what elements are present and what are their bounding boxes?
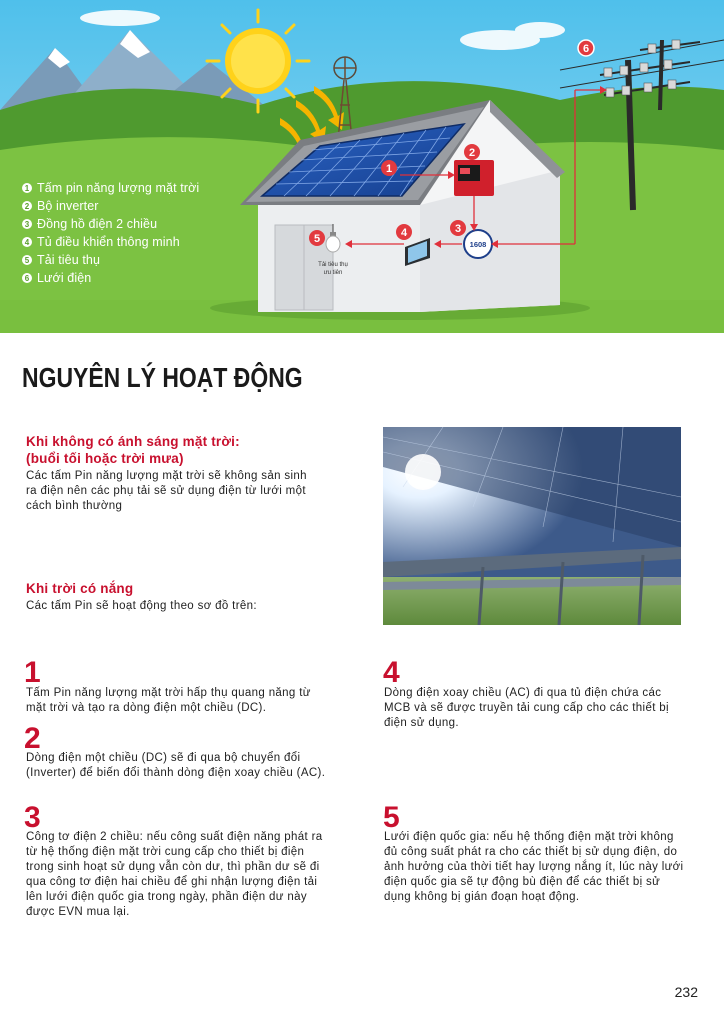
page-number: 232 [674,984,698,1000]
legend-label: Tải tiêu thụ [37,253,101,267]
solar-panel-photo [383,427,681,625]
marker-4 [396,224,412,240]
inverter-icon [454,160,494,196]
sunny-text: Các tấm Pin sẽ hoạt động theo sơ đồ trên: [26,600,257,612]
load-label-line1: Tải tiêu thụ [318,262,348,268]
svg-text:2: 2 [468,147,476,159]
svg-text:6: 6 [582,43,590,55]
solar-panel-photo-image [383,427,681,625]
legend-number: 3 [22,219,32,229]
load-label-line2: ưu tiên [323,270,343,276]
diagram-legend [22,179,199,287]
legend-item [22,251,199,269]
legend-item [22,233,199,251]
legend-number: 5 [22,255,32,265]
legend-number: 2 [22,201,32,211]
night-heading-line2: (buổi tối hoặc trời mưa) [26,451,184,466]
legend-number: 4 [22,237,32,247]
marker-1 [381,160,397,176]
step-number: 2 [24,722,41,755]
meter-icon [464,230,492,258]
marker-5 [309,230,325,246]
step-text: Tấm Pin năng lượng mặt trời hấp thụ quang năng từ mặt trời và tạo ra dòng điện một chiều (DC). [26,687,311,714]
sunny-heading: Khi trời có nắng [26,581,134,596]
legend-label: Tủ điều khiển thông minh [37,235,180,249]
step-text: Dòng điện một chiều (DC) sẽ đi qua bộ chuyển đổi (Inverter) để biến đổi thành dòng điện xoay chiều (AC). [26,752,326,779]
legend-number: 1 [22,183,32,193]
step-text: Công tơ điện 2 chiều: nếu công suất điện năng phát ra từ hệ thống điện mặt trời cung cấp cho thiết bị điện trong sinh hoạt sử dụng vẫn còn dư, thì phần dư sẽ đi qua công tơ điện hai chiều để ghi nhận lượng điện tải lên lưới điện quốc gia trong ngày, phần điện dư này được EVN mua lại. [26,831,323,918]
legend-label: Đồng hồ điện 2 chiều [37,217,158,231]
night-heading-line1: Khi không có ánh sáng mặt trời: [26,434,240,449]
svg-text:1: 1 [385,163,393,175]
step-number: 5 [383,801,400,834]
marker-6 [578,40,594,56]
legend-item [22,269,199,287]
page-title: NGUYÊN LÝ HOẠT ĐỘNG [22,362,303,393]
legend-label: Tấm pin năng lượng mặt trời [37,181,200,195]
legend-label: Lưới điện [37,271,92,285]
hero-illustration [0,0,724,333]
step-text: Dòng điện xoay chiều (AC) đi qua tủ điện chứa các MCB và sẽ được truyền tải cung cấp cho các thiết bị điện sử dụng. [384,687,669,729]
marker-2 [464,144,480,160]
legend-item [22,179,199,197]
step-number: 3 [24,801,41,834]
svg-text:4: 4 [400,227,408,239]
svg-text:3: 3 [454,223,462,235]
step-text: Lưới điện quốc gia: nếu hệ thống điện mặt trời không đủ công suất phát ra cho các thiết bị sử dụng điện, do ảnh hưởng của thời tiết hay lượng nắng ít, lúc này lưới điện quốc gia sẽ tự động bù điện để các thiết bị sử dụng không bị gián đoạn hoạt động. [384,831,684,903]
svg-text:5: 5 [313,233,321,245]
night-text: Các tấm Pin năng lượng mặt trời sẽ không sản sinh ra điện nên các phụ tải sẽ sử dụng điện từ lưới một cách bình thường [26,470,307,512]
step-number: 4 [383,656,400,689]
legend-item [22,197,199,215]
legend-number: 6 [22,273,32,283]
meter-label: 1608 [469,240,487,249]
legend-label: Bộ inverter [37,199,99,213]
marker-3 [450,220,466,236]
legend-item [22,215,199,233]
step-number: 1 [24,656,41,689]
